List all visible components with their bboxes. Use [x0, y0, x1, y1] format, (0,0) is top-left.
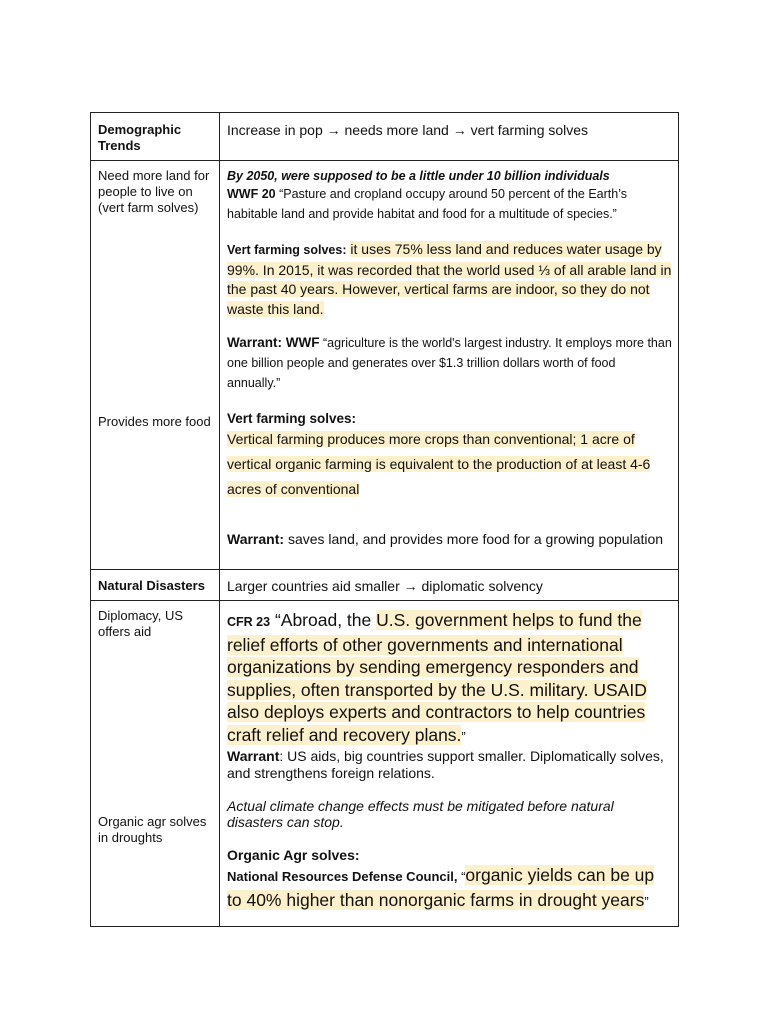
- highlighted-text: organic yields can be up to 40% higher than nonorganic farms in drought years: [227, 865, 655, 910]
- table-cell: [220, 161, 679, 570]
- label-diplomacy: Diplomacy, US offers aid: [98, 608, 184, 639]
- table-row: [91, 161, 679, 570]
- table-cell: [220, 601, 679, 927]
- stat-2050: By 2050, were supposed to be a little under 10 billion individuals: [227, 169, 610, 183]
- source-label: CFR 23: [227, 615, 271, 629]
- highlighted-text: U.S. government helps to fund the relief efforts of other governments and international organizations by sending emergency responders and supplies, often transported by the U.S. military. USAID also deploys experts and contractors to help countries craft relief and recovery plans.: [227, 610, 647, 745]
- argument-table: [90, 112, 679, 927]
- quote-close: ”: [461, 728, 466, 744]
- nrdc-quote-block: [227, 864, 672, 917]
- warrant-block: [227, 748, 672, 782]
- table-row: [91, 113, 679, 161]
- land-content: [220, 161, 678, 556]
- highlighted-text: Vertical farming produces more crops than conventional; 1 acre of vertical organic farming is equivalent to the production of at least 4-6 acres of conventional: [227, 431, 651, 497]
- cfr-quote-block: [227, 609, 672, 748]
- vert-solves-block-1: [227, 240, 672, 319]
- left-labels: [91, 161, 219, 569]
- vert-solves-label: Vert farming solves:: [227, 243, 347, 257]
- row-header-demographic: Demographic Trends: [98, 122, 182, 153]
- climate-note: Actual climate change effects must be mitigated before natural disasters can stop.: [227, 798, 614, 830]
- demographic-summary: Increase in pop → needs more land → vert farming solves: [227, 122, 589, 138]
- table-cell: [220, 113, 679, 161]
- table-row: [91, 601, 679, 927]
- row-header-natural: Natural Disasters: [98, 578, 205, 593]
- quote-close: ”: [644, 893, 649, 909]
- warrant-label: Warrant: [227, 748, 280, 764]
- wwf20-quote-block: [227, 184, 672, 224]
- quote-text: “Pasture and cropland occupy around 50 percent of the Earth’s habitable land and provide habitat and food for a multitude of species.”: [227, 187, 628, 221]
- table-cell: [91, 161, 220, 570]
- quote-text: “agriculture is the world's largest industry. It employs more than one billion people and generates over $1.3 trillion dollars worth of food annually.”: [227, 336, 672, 390]
- left-labels: [91, 601, 219, 926]
- label-need-more-land: Need more land for people to live on (vert farm solves): [98, 168, 210, 215]
- warrant-text: : US aids, big countries support smaller. Diplomatically solves, and strengthens foreign relations.: [227, 748, 664, 781]
- warrant-block: [227, 530, 672, 550]
- diplomacy-content: [220, 601, 678, 923]
- quote-open: “: [457, 869, 466, 884]
- warrant-label: Warrant:: [227, 531, 285, 547]
- vert-solves-block-2: [227, 427, 672, 502]
- table-cell: [91, 113, 220, 161]
- table-cell: [91, 601, 220, 927]
- warrant-text: saves land, and provides more food for a growing population: [287, 531, 664, 547]
- organic-solves-label: Organic Agr solves:: [227, 847, 360, 863]
- quote-open: “Abroad, the: [274, 610, 377, 630]
- source-label: WWF 20: [227, 187, 276, 201]
- natural-summary: Larger countries aid smaller → diplomatic solvency: [227, 578, 543, 594]
- vert-solves-label-2: Vert farming solves:: [227, 411, 357, 426]
- table-cell: [91, 570, 220, 601]
- highlighted-text: it uses 75% less land and reduces water usage by 99%. In 2015, it was recorded that the world used ⅓ of all arable land in the past 40 years. However, vertical farms are indoor, so they do not waste this land.: [227, 241, 672, 317]
- warrant-wwf-block: [227, 333, 672, 393]
- warrant-label: Warrant: WWF: [227, 335, 320, 350]
- table-cell: [220, 570, 679, 601]
- table-row: [91, 570, 679, 601]
- label-provides-food: Provides more food: [98, 414, 211, 429]
- source-label: National Resources Defense Council,: [227, 869, 458, 884]
- label-organic-agr: Organic agr solves in droughts: [98, 814, 207, 845]
